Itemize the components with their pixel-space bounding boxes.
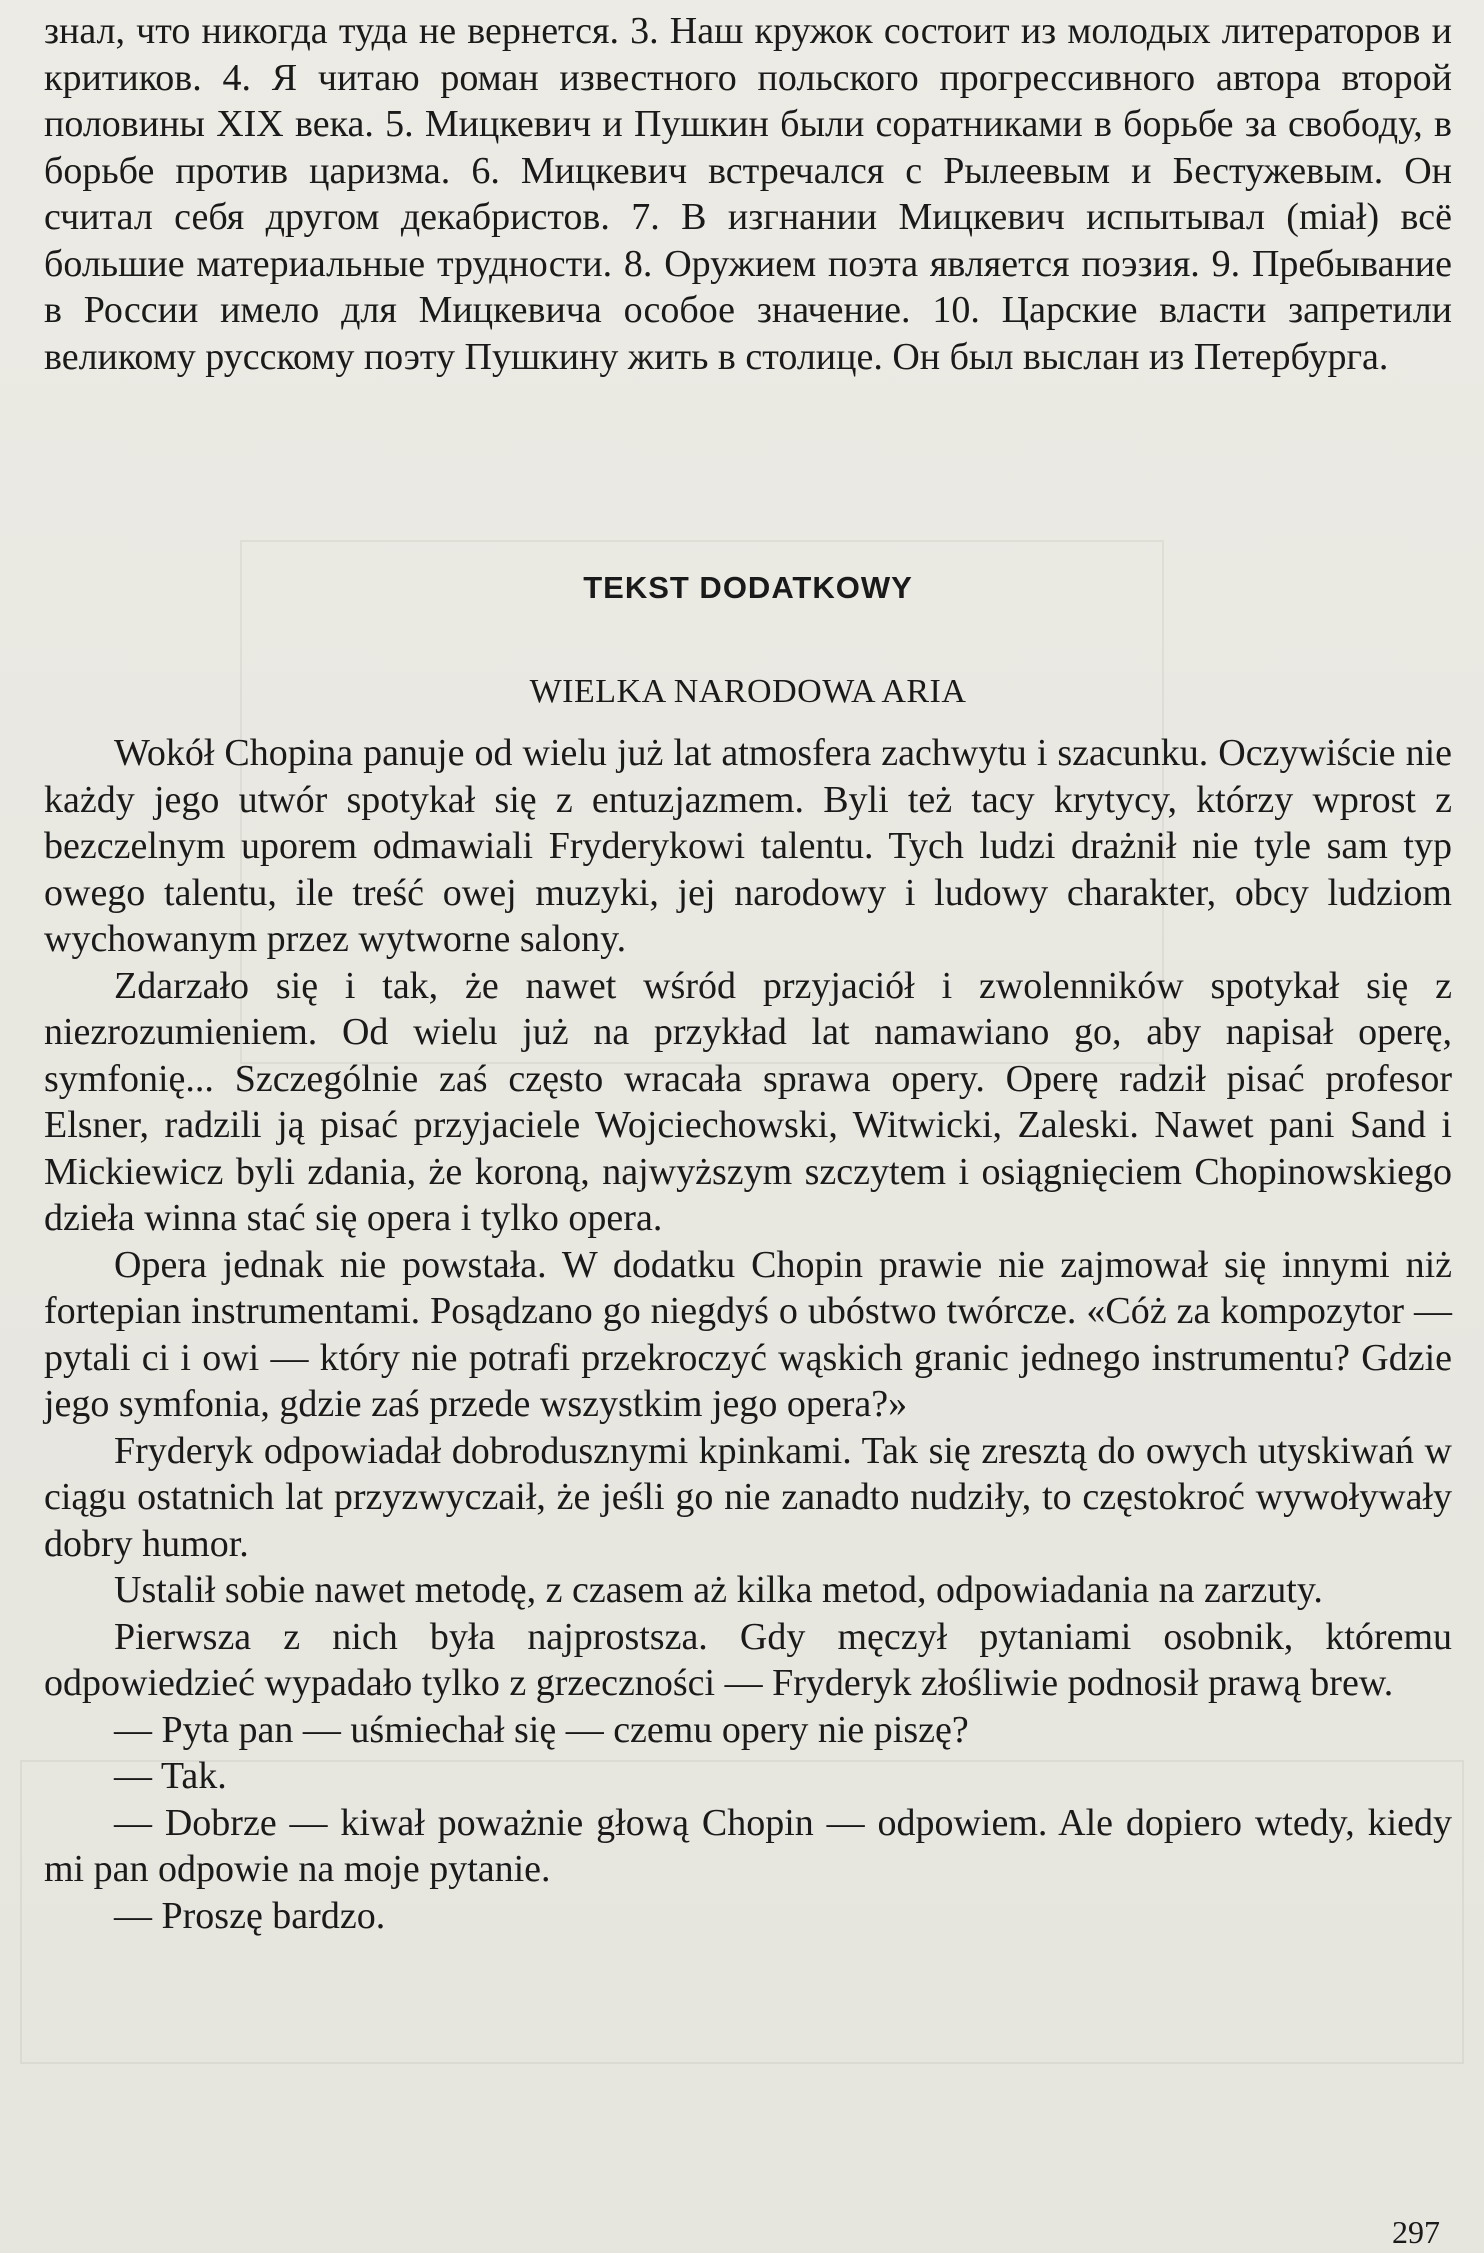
dialogue-line: — Proszę bardzo. [114,1894,386,1937]
paragraph: Fryderyk odpowiadał dobrodusznymi kpinkami. Tak się zresztą do owych utyskiwań w ciągu ostatnich lat przyzwyczaił, że jeśli go nie zanadto nudziły, to częstokroć wywoływały dobry humor. [44,1429,1452,1565]
paragraph: Opera jednak nie powstała. W dodatku Chopin prawie nie zajmował się innymi niż fortepian instrumentami. Posądzano go niegdyś o ubóstwo twórcze. «Cóż za kompozytor — pytali ci i owi — który nie potrafi przekroczyć wąskich granic jednego instrumentu? Gdzie jego symfonia, gdzie zaś przede wszystkim jego opera?» [44,1243,1452,1425]
russian-paragraph: знал, что никогда туда не вернется. 3. Наш кружок состоит из молодых литераторов и критиков. 4. Я читаю роман известного польского прогрессивного автора второй половины XIX века. 5. Мицкевич и Пушкин были соратниками в борьбе за свободу, в борьбе против царизма. 6. Мицкевич встречался с Рылеевым и Бестужевым. Он считал себя другом декабристов. 7. В изгнании Мицкевич испытывал (miał) всё большие материальные трудности. 8. Оружием поэта является поэзия. 9. Пребывание в России имело для Мицкевича особое значение. 10. Царские власти запретили великому русскому поэту Пушкину жить в столице. Он был выслан из Петербурга. [44,10,1452,378]
russian-exercise-text [44,8,1452,380]
paragraph: Wokół Chopina panuje od wielu już lat atmosfera zachwytu i szacunku. Oczywiście nie każdy jego utwór spotykał się z entuzjazmem. Byli też tacy krytycy, którzy wprost z bezczelnym uporem odmawiali Fryderykowi talentu. Tych ludzi drażnił nie tyle sam typ owego talentu, ile treść owej muzyki, jej narodowy i ludowy charakter, obcy ludziom wychowanym przez wytworne salony. [44,732,1452,960]
article-title: WIELKA NARODOWA ARIA [529,673,967,710]
dialogue-line: — Tak. [114,1755,227,1797]
dialogue-line: — Dobrze — kiwał poważnie głową Chopin — odpowiem. Ale dopiero wtedy, kiedy mi pan odpowie na moje pytanie. [44,1801,1452,1890]
paragraph: Pierwsza z nich była najprostsza. Gdy męczył pytaniami osobnik, któremu odpowiedzieć wypadało tylko z grzeczności — Fryderyk złośliwie podnosił prawą brew. [44,1615,1452,1704]
dialogue-line: — Pyta pan — uśmiechał się — czemu opery nie piszę? [114,1708,969,1751]
page-number: 297 [1392,2214,1440,2250]
paragraph: Zdarzało się i tak, że nawet wśród przyjaciół i zwolenników spotykał się z niezrozumieniem. Od wielu już na przykład lat namawiano go, aby napisał operę, symfonię... Szczególnie zaś często wracała sprawa opery. Operę radził pisać profesor Elsner, radzili ją pisać przyjaciele Wojciechowski, Witwicki, Zaleski. Nawet pani Sand i Mickiewicz byli zdania, że koroną, najwyższym szczytem i osiągnięciem Chopinowskiego dzieła winna stać się opera i tylko opera. [44,964,1452,1239]
paragraph: Ustalił sobie nawet metodę, z czasem aż kilka metod, odpowiadania na zarzuty. [114,1569,1323,1611]
polish-article-body [44,730,1452,1939]
section-heading: TEKST DODATKOWY [583,570,913,605]
